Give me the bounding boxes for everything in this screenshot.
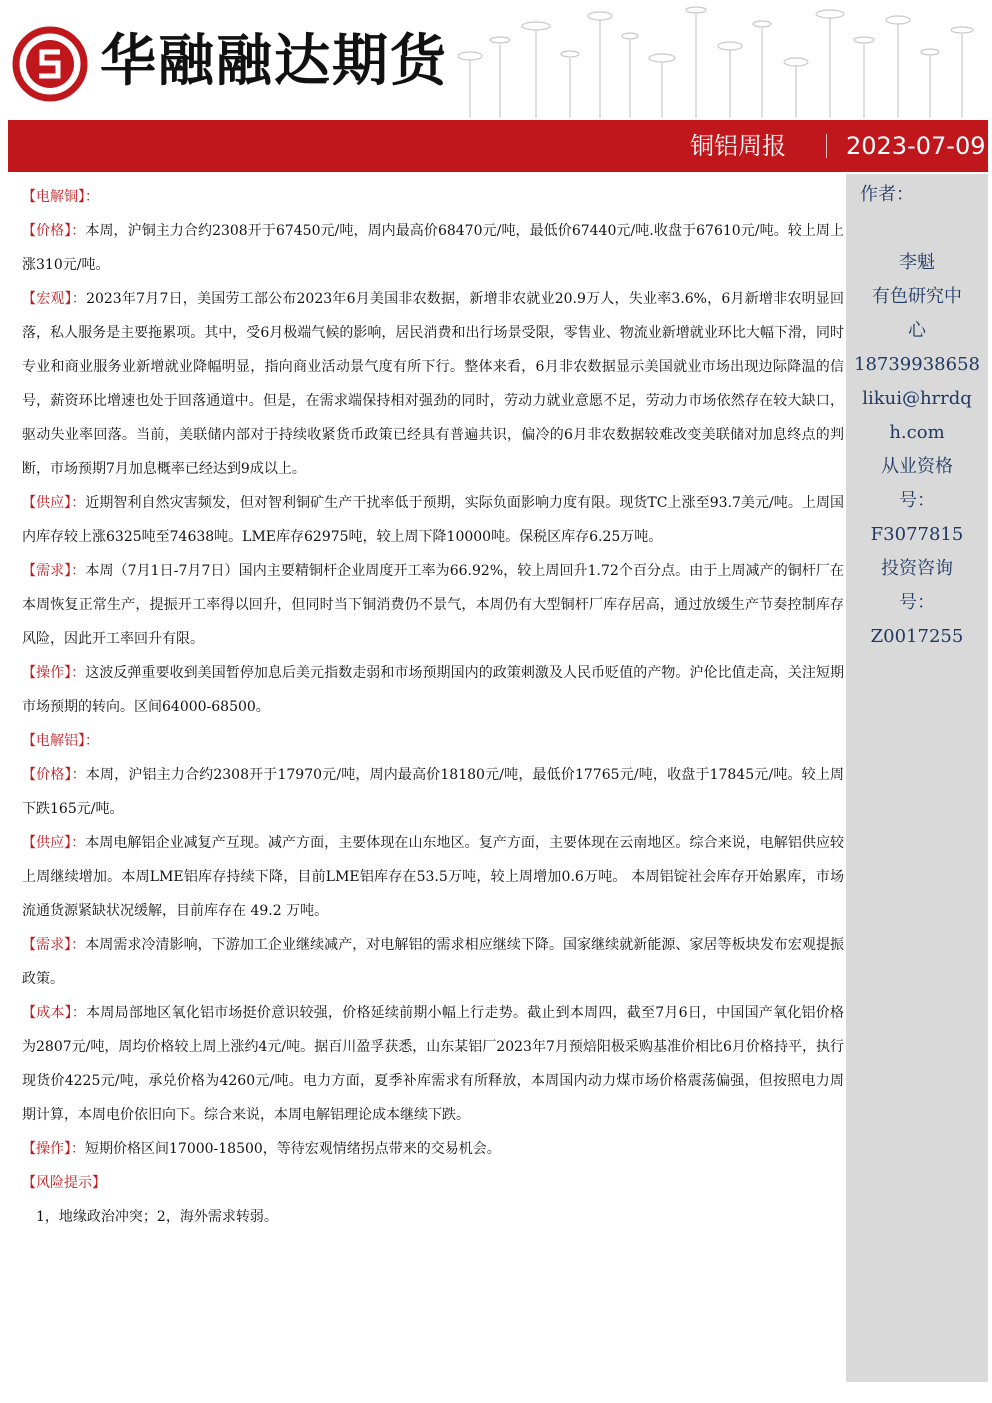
copper-demand-paragraph: 【需求】：本周（7月1日-7月7日）国内主要精铜杆企业周度开工率为66.92%，较上周回升1.72个百分点。由于上周减产的铜杆厂在本周恢复正常生产，提振开工率得以回升，但同时当下铜消费仍不景气，本周仍有大型铜杆厂库存居高，通过放缓生产节奏控制库存风险，因此开工率回升有限。 [22,563,844,647]
copper-supply-paragraph: 【供应】：近期智利自然灾害频发，但对智利铜矿生产干扰率低于预期，实际负面影响力度有限。现货TC上涨至93.7美元/吨。上周国内库存较上涨6325吨至74638吨。LME库存62975吨，较上周下降10000吨。保税区库存6.25万吨。 [22,495,845,545]
report-date: 2023-07-09 [846,132,986,160]
investment-consult-number: Z0017255 [870,626,964,647]
aluminum-cost-paragraph: 【成本】：本周局部地区氧化铝市场挺价意识较强，价格延续前期小幅上行走势。截止到本周四，截至7月6日，中国国产氧化铝价格为2807元/吨，周均价格较上周上涨约4元/吨。据百川盈孚获悉，山东某铝厂2023年7月预焙阳极采购基准价相比6月价格持平，执行现货价4225元/吨，承兑价格为4260元/吨。电力方面，夏季补库需求有所释放，本周国内动力煤市场价格震荡偏强，但按照电力周期计算，本周电价依旧向下。综合来说，本周电解铝理论成本继续下跌。 [22,1005,845,1123]
aluminum-price-paragraph: 【价格】：本周，沪铝主力合约2308开于17970元/吨，周内最高价18180元/吨，最低价17765元/吨，收盘于17845元/吨。较上周下跌165元/吨。 [22,767,845,817]
title-bar [8,120,988,172]
aluminum-operation-paragraph: 【操作】：短期价格区间17000-18500，等待宏观情绪拐点带来的交易机会。 [22,1141,501,1157]
investment-consult-label: 投资咨询 [881,558,953,579]
report-body [22,180,844,1234]
title-separator [826,134,827,158]
author-dept-cont: 心 [908,320,926,341]
author-label: 作者： [860,184,914,205]
author-email-cont: h.com [889,422,945,443]
report-title: 铜铝周报 [690,132,786,160]
copper-price-paragraph: 【价格】：本周，沪铜主力合约2308开于67450元/吨，周内最高价68470元/吨，最低价67440元/吨.收盘于67610元/吨。较上周上涨310元/吨。 [22,223,845,273]
risk-heading: 【风险提示】 [22,1175,106,1191]
aluminum-section-heading: 【电解铝】： [22,733,99,749]
copper-macro-paragraph: 【宏观】：2023年7月7日，美国劳工部公布2023年6月美国非农数据，新增非农就业20.9万人，失业率3.6%，6月新增非农明显回落，私人服务是主要拖累项。其中，受6月极端气候的影响，居民消费和出行场景受限，零售业、物流业新增就业环比大幅下滑，同时专业和商业服务业新增就业降幅明显，指向商业活动景气度有所下行。整体来看，6月非农数据显示美国就业市场出现边际降温的信号，薪资环比增速也处于回落通道中。但是，在需求端保持相对强劲的同时，劳动力就业意愿不足，劳动力市场依然存在较大缺口，驱动失业率回落。当前，美联储内部对于持续收紧货币政策已经具有普遍共识，偏冷的6月非农数据较难改变美联储对加息终点的判断，市场预期7月加息概率已经达到9成以上。 [22,291,845,477]
risk-text: 1，地缘政治冲突；2，海外需求转弱。 [36,1209,278,1225]
author-email: likui@hrrdq [862,388,972,409]
copper-operation-paragraph: 【操作】：这波反弹重要收到美国暂停加息后美元指数走弱和市场预期国内的政策刺激及人民币贬值的产物。沪伦比值走高，关注短期市场预期的转向。区间64000-68500。 [22,665,845,715]
aluminum-demand-paragraph: 【需求】：本周需求冷清影响，下游加工企业继续减产，对电解铝的需求相应继续下降。国家继续就新能源、家居等板块发布宏观提振政策。 [22,937,845,987]
qualification-number: F3077815 [870,524,964,545]
copper-section-heading: 【电解铜】： [22,189,99,205]
author-sidebar [846,174,988,1382]
qualification-label: 从业资格 [881,456,953,477]
page-header [0,0,992,118]
header-decoration [440,0,992,118]
aluminum-supply-paragraph: 【供应】：本周电解铝企业减复产互现。减产方面，主要体现在山东地区。复产方面，主要体现在云南地区。综合来说，电解铝供应较上周继续增加。本周LME铝库存持续下降，目前LME铝库存在53.5万吨，较上周增加0.6万吨。 本周铝锭社会库存开始累库，市场流通货源紧缺状况缓解，目前库存在 49.2 万吨。 [22,835,845,919]
brand-name: 华融融达期货 [100,29,448,94]
author-name: 李魁 [899,252,935,273]
investment-consult-label-cont: 号： [899,592,935,613]
author-phone: 18739938658 [854,354,980,375]
company-logo-icon [12,26,88,102]
qualification-label-cont: 号： [899,490,935,511]
author-dept: 有色研究中 [872,286,962,307]
